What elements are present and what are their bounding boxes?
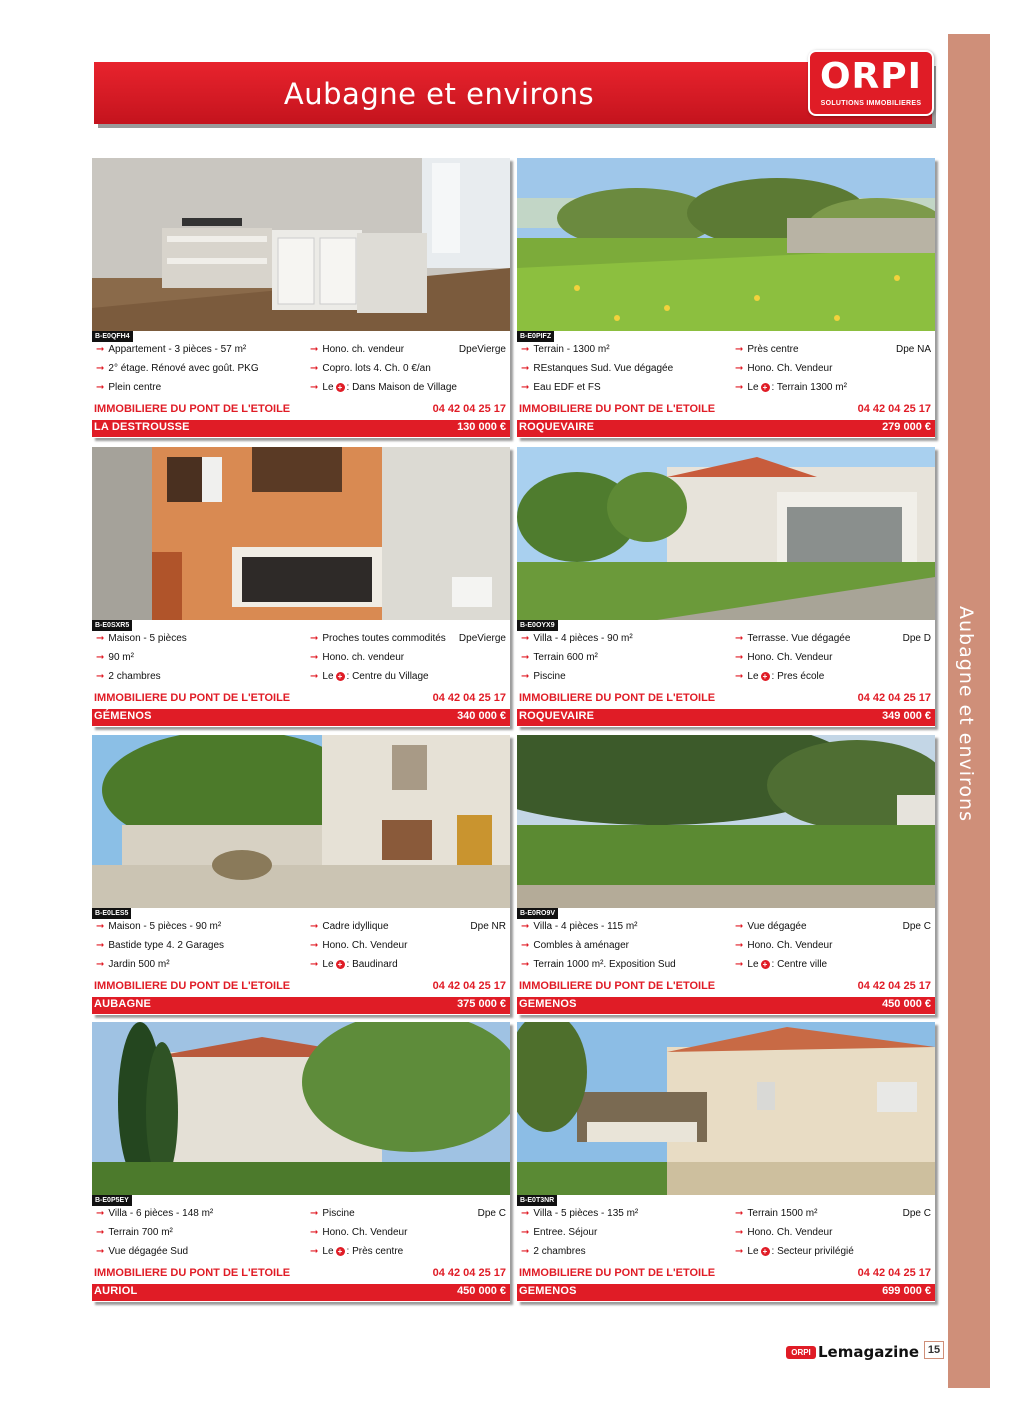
price-bar [92,420,510,437]
feature-left: ➞ Villa - 4 pièces - 90 m² [521,633,633,644]
arrow-right-icon: ➞ [735,1208,744,1219]
price: 130 000 € [457,421,506,433]
feature-left: ➞ 2° étage. Rénové avec goût. PKG [96,363,259,374]
agency-line [517,1267,935,1282]
arrow-right-icon: ➞ [310,940,319,951]
arrow-right-icon: ➞ [96,1246,105,1257]
arrow-right-icon: ➞ [310,1246,319,1257]
page-number: 15 [924,1341,944,1359]
feature-left: ➞ 90 m² [96,652,134,663]
page-title: Aubagne et environs [283,77,595,111]
listing-photo[interactable] [517,158,935,331]
agency-line [92,1267,510,1282]
arrow-right-icon: ➞ [96,959,105,970]
agency-name[interactable]: IMMOBILIERE DU PONT DE L'ETOILE [94,1267,291,1279]
listing-card[interactable] [92,735,510,1015]
arrow-right-icon: ➞ [735,1246,744,1257]
side-tab-label: Aubagne et environs [955,606,977,822]
arrow-right-icon: ➞ [310,671,319,682]
arrow-right-icon: ➞ [521,959,530,970]
feature-left: ➞ 2 chambres [96,671,161,682]
dpe-rating: Dpe NA [895,344,931,355]
agency-line [517,403,935,418]
listing-details [92,1208,510,1266]
arrow-right-icon: ➞ [96,652,105,663]
price: 340 000 € [457,710,506,722]
arrow-right-icon: ➞ [735,344,744,355]
photo-illustration [517,1022,935,1195]
agency-name[interactable]: IMMOBILIERE DU PONT DE L'ETOILE [94,692,291,704]
reference-label: B-E0LES5 [92,908,131,919]
feature-left: ➞ Appartement - 3 pièces - 57 m² [96,344,247,355]
listing-photo[interactable] [92,158,510,331]
agency-phone[interactable]: 04 42 04 25 17 [432,1267,506,1279]
listing-card[interactable] [92,1022,510,1302]
town-name: AURIOL [94,1285,138,1297]
arrow-right-icon: ➞ [96,921,105,932]
listing-photo[interactable] [92,447,510,620]
agency-line [517,980,935,995]
listing-details [517,344,935,402]
feature-right: ➞ Copro. lots 4. Ch. 0 €/an [310,363,431,374]
listing-photo[interactable] [92,1022,510,1195]
agency-name[interactable]: IMMOBILIERE DU PONT DE L'ETOILE [519,692,716,704]
photo-illustration [92,447,510,620]
price-bar [92,997,510,1014]
town-name: ROQUEVAIRE [519,710,595,722]
feature-left: ➞ Terrain - 1300 m² [521,344,610,355]
arrow-right-icon: ➞ [96,363,105,374]
feature-left: ➞ Bastide type 4. 2 Garages [96,940,225,951]
arrow-right-icon: ➞ [521,671,530,682]
feature-right: ➞ Hono. Ch. Vendeur [735,1227,833,1238]
arrow-right-icon: ➞ [310,382,319,393]
town-name: AUBAGNE [94,998,152,1010]
price-bar [517,709,935,726]
dpe-rating: Dpe C [477,1208,506,1219]
agency-phone[interactable]: 04 42 04 25 17 [432,692,506,704]
listing-photo[interactable] [517,735,935,908]
arrow-right-icon: ➞ [735,921,744,932]
listing-card[interactable] [517,158,935,438]
arrow-right-icon: ➞ [310,652,319,663]
logo-subtitle: SOLUTIONS IMMOBILIERES [820,100,922,107]
price: 279 000 € [882,421,931,433]
feature-left: ➞ 2 chambres [521,1246,586,1257]
feature-left: ➞ Vue dégagée Sud [96,1246,189,1257]
feature-le-plus: ➞ Le + : Pres école [735,671,825,682]
reference-label: B-E0RO9V [517,908,558,919]
price-bar [517,1284,935,1301]
arrow-right-icon: ➞ [521,921,530,932]
dpe-rating: Dpe NR [470,921,506,932]
feature-le-plus: ➞ Le + : Dans Maison de Village [310,382,457,393]
orpi-logo[interactable] [808,50,934,116]
feature-right: ➞ Terrasse. Vue dégagée [735,633,851,644]
price-bar [517,997,935,1014]
listing-photo[interactable] [517,1022,935,1195]
plus-icon: + [761,960,770,969]
arrow-right-icon: ➞ [521,1246,530,1257]
feature-right: ➞ Hono. ch. vendeur [310,344,405,355]
arrow-right-icon: ➞ [735,363,744,374]
agency-line [517,692,935,707]
agency-name[interactable]: IMMOBILIERE DU PONT DE L'ETOILE [519,1267,716,1279]
feature-left: ➞ Plein centre [96,382,162,393]
price: 349 000 € [882,710,931,722]
reference-label: B-E0QFH4 [92,331,133,342]
photo-illustration [517,447,935,620]
feature-right: ➞ Terrain 1500 m² [735,1208,818,1219]
listing-card[interactable] [517,735,935,1015]
feature-left: ➞ Maison - 5 pièces - 90 m² [96,921,222,932]
feature-right: ➞ Cadre idyllique [310,921,389,932]
price-bar [517,420,935,437]
arrow-right-icon: ➞ [735,1227,744,1238]
arrow-right-icon: ➞ [735,633,744,644]
arrow-right-icon: ➞ [521,363,530,374]
agency-phone[interactable]: 04 42 04 25 17 [432,403,506,415]
feature-left: ➞ Piscine [521,671,566,682]
listing-card[interactable] [517,1022,935,1302]
price: 450 000 € [457,1285,506,1297]
feature-left: ➞ Terrain 1000 m². Exposition Sud [521,959,676,970]
feature-left: ➞ Terrain 600 m² [521,652,598,663]
arrow-right-icon: ➞ [521,1227,530,1238]
dpe-rating: Dpe C [902,921,931,932]
agency-name[interactable]: IMMOBILIERE DU PONT DE L'ETOILE [519,980,716,992]
agency-phone[interactable]: 04 42 04 25 17 [857,692,931,704]
agency-name[interactable]: IMMOBILIERE DU PONT DE L'ETOILE [94,403,291,415]
photo-illustration [92,158,510,331]
feature-left: ➞ Terrain 700 m² [96,1227,173,1238]
feature-right: ➞ Hono. Ch. Vendeur [735,940,833,951]
arrow-right-icon: ➞ [96,633,105,644]
feature-left: ➞ Villa - 5 pièces - 135 m² [521,1208,639,1219]
feature-right: ➞ Hono. ch. vendeur [310,652,405,663]
arrow-right-icon: ➞ [96,1208,105,1219]
agency-name[interactable]: IMMOBILIERE DU PONT DE L'ETOILE [519,403,716,415]
dpe-rating: DpeVierge [458,633,506,644]
dpe-rating: DpeVierge [458,344,506,355]
feature-right: ➞ Hono. Ch. Vendeur [735,652,833,663]
feature-right: ➞ Piscine [310,1208,355,1219]
reference-label: B-E0T3NR [517,1195,557,1206]
feature-le-plus: ➞ Le + : Baudinard [310,959,398,970]
reference-label: B-E0PIFZ [517,331,554,342]
arrow-right-icon: ➞ [96,671,105,682]
feature-right: ➞ Hono. Ch. Vendeur [310,940,408,951]
town-name: GÉMENOS [94,710,152,722]
reference-label: B-E0P5EY [92,1195,132,1206]
feature-right: ➞ Hono. Ch. Vendeur [735,363,833,374]
agency-line [92,403,510,418]
arrow-right-icon: ➞ [310,959,319,970]
photo-illustration [92,1022,510,1195]
price: 699 000 € [882,1285,931,1297]
town-name: LA DESTROUSSE [94,421,190,433]
feature-le-plus: ➞ Le + : Secteur privilégié [735,1246,854,1257]
feature-left: ➞ Combles à aménager [521,940,629,951]
arrow-right-icon: ➞ [521,382,530,393]
listing-details [92,633,510,691]
footer-orpi-logo: ORPI [786,1346,816,1359]
plus-icon: + [336,960,345,969]
feature-right: ➞ Hono. Ch. Vendeur [310,1227,408,1238]
feature-left: ➞ Entree. Séjour [521,1227,598,1238]
agency-phone[interactable]: 04 42 04 25 17 [857,980,931,992]
dpe-rating: Dpe D [902,633,931,644]
magazine-name: Lemagazine [818,1343,920,1361]
feature-right: ➞ Proches toutes commodités [310,633,446,644]
agency-line [92,980,510,995]
listing-card[interactable] [92,158,510,438]
agency-phone[interactable]: 04 42 04 25 17 [857,403,931,415]
feature-left: ➞ REstanques Sud. Vue dégagée [521,363,674,374]
arrow-right-icon: ➞ [310,1208,319,1219]
listing-details [517,921,935,979]
feature-left: ➞ Villa - 6 pièces - 148 m² [96,1208,214,1219]
feature-le-plus: ➞ Le + : Terrain 1300 m² [735,382,847,393]
agency-phone[interactable]: 04 42 04 25 17 [432,980,506,992]
feature-le-plus: ➞ Le + : Centre du Village [310,671,429,682]
arrow-right-icon: ➞ [521,940,530,951]
feature-right: ➞ Vue dégagée [735,921,807,932]
arrow-right-icon: ➞ [735,652,744,663]
town-name: GEMENOS [519,1285,577,1297]
plus-icon: + [761,383,770,392]
feature-left: ➞ Eau EDF et FS [521,382,601,393]
feature-right: ➞ Près centre [735,344,799,355]
arrow-right-icon: ➞ [96,382,105,393]
plus-icon: + [761,1247,770,1256]
reference-label: B-E0OYX9 [517,620,558,631]
listing-details [517,1208,935,1266]
arrow-right-icon: ➞ [521,652,530,663]
plus-icon: + [336,383,345,392]
photo-illustration [517,735,935,908]
feature-le-plus: ➞ Le + : Centre ville [735,959,828,970]
town-name: GEMENOS [519,998,577,1010]
arrow-right-icon: ➞ [96,1227,105,1238]
feature-left: ➞ Maison - 5 pièces [96,633,187,644]
logo-text: ORPI [819,56,923,97]
town-name: ROQUEVAIRE [519,421,595,433]
agency-name[interactable]: IMMOBILIERE DU PONT DE L'ETOILE [94,980,291,992]
feature-left: ➞ Villa - 4 pièces - 115 m² [521,921,638,932]
photo-illustration [92,735,510,908]
feature-left: ➞ Jardin 500 m² [96,959,170,970]
arrow-right-icon: ➞ [310,1227,319,1238]
arrow-right-icon: ➞ [310,921,319,932]
arrow-right-icon: ➞ [521,633,530,644]
listing-photo[interactable] [517,447,935,620]
listing-details [92,921,510,979]
listing-card[interactable] [517,447,935,727]
arrow-right-icon: ➞ [521,344,530,355]
price-bar [92,709,510,726]
arrow-right-icon: ➞ [96,940,105,951]
agency-line [92,692,510,707]
arrow-right-icon: ➞ [521,1208,530,1219]
arrow-right-icon: ➞ [735,940,744,951]
plus-icon: + [761,672,770,681]
agency-phone[interactable]: 04 42 04 25 17 [857,1267,931,1279]
feature-le-plus: ➞ Le + : Près centre [310,1246,404,1257]
arrow-right-icon: ➞ [96,344,105,355]
plus-icon: + [336,672,345,681]
listing-details [92,344,510,402]
listing-card[interactable] [92,447,510,727]
photo-illustration [517,158,935,331]
arrow-right-icon: ➞ [735,382,744,393]
arrow-right-icon: ➞ [735,671,744,682]
arrow-right-icon: ➞ [310,344,319,355]
plus-icon: + [336,1247,345,1256]
arrow-right-icon: ➞ [735,959,744,970]
arrow-right-icon: ➞ [310,363,319,374]
arrow-right-icon: ➞ [310,633,319,644]
listing-photo[interactable] [92,735,510,908]
dpe-rating: Dpe C [902,1208,931,1219]
price: 375 000 € [457,998,506,1010]
listing-details [517,633,935,691]
price: 450 000 € [882,998,931,1010]
price-bar [92,1284,510,1301]
reference-label: B-E0SXR5 [92,620,132,631]
